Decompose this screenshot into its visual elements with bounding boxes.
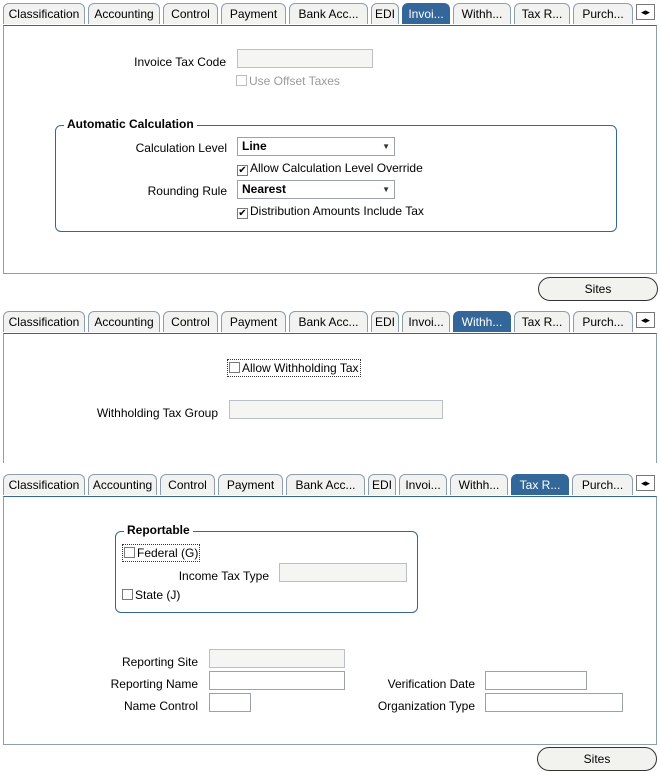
tab-bank-accounts[interactable]: Bank Acc... (289, 3, 368, 24)
income-tax-type-label: Income Tax Type (178, 569, 269, 583)
tab-payment[interactable]: Payment (221, 311, 286, 332)
sites-button[interactable]: Sites (538, 277, 658, 301)
tab-edi[interactable]: EDI (371, 3, 399, 24)
verification-date-label: Verification Date (387, 677, 475, 691)
checkbox-empty-icon (236, 75, 247, 86)
organization-type-field[interactable] (485, 693, 623, 712)
checkbox-empty-icon (229, 362, 240, 373)
tab-accounting[interactable]: Accounting (88, 3, 160, 24)
reportable-title: Reportable (124, 523, 193, 537)
calculation-level-label: Calculation Level (135, 141, 227, 155)
tab-control[interactable]: Control (163, 3, 218, 24)
tab-bar-invoice (3, 3, 658, 25)
tab-invoice[interactable]: Invoi... (402, 311, 450, 332)
tab-payment[interactable]: Payment (221, 3, 286, 24)
tab-tax-reporting[interactable]: Tax R... (514, 3, 570, 24)
chevron-down-icon: ▼ (382, 142, 390, 151)
tab-bar-tax-reporting (3, 474, 658, 496)
name-control-field[interactable] (209, 693, 251, 712)
tab-bank-accounts[interactable]: Bank Acc... (286, 474, 365, 495)
allow-withholding-tax-checkbox[interactable] (229, 361, 359, 375)
withholding-tax-group-field[interactable] (229, 400, 443, 419)
use-offset-taxes-label: Use Offset Taxes (249, 74, 340, 88)
tab-payment[interactable]: Payment (218, 474, 283, 495)
checkbox-empty-icon (124, 547, 135, 558)
reporting-site-field[interactable] (209, 649, 345, 668)
checkbox-empty-icon (122, 589, 133, 600)
tab-scroll-arrows-icon[interactable]: ◂▸ (636, 4, 655, 20)
calculation-level-value: Line (242, 139, 267, 153)
tab-edi[interactable]: EDI (368, 474, 396, 495)
tab-withholding[interactable]: Withh... (450, 474, 508, 495)
reportable-group (115, 523, 418, 613)
checkmark-icon: ✔ (238, 208, 247, 219)
state-label: State (J) (135, 588, 181, 602)
rounding-rule-select[interactable] (237, 180, 395, 199)
tab-control[interactable]: Control (163, 311, 218, 332)
invoice-tax-code-label: Invoice Tax Code (134, 55, 226, 69)
use-offset-taxes-checkbox[interactable] (236, 74, 340, 88)
automatic-calculation-group (55, 117, 617, 232)
tab-withholding[interactable]: Withh... (453, 311, 511, 332)
tab-scroll-arrows-icon[interactable]: ◂▸ (636, 312, 655, 328)
income-tax-type-field[interactable] (279, 563, 407, 582)
invoice-tax-code-field[interactable] (237, 49, 373, 68)
state-checkbox[interactable] (122, 588, 180, 602)
reporting-name-field[interactable] (209, 671, 345, 690)
tab-invoice[interactable]: Invoi... (402, 3, 450, 24)
automatic-calculation-title: Automatic Calculation (64, 117, 197, 131)
tab-scroll-arrows-icon[interactable]: ◂▸ (636, 475, 655, 491)
calculation-level-select[interactable] (237, 137, 395, 156)
sites-button[interactable]: Sites (537, 747, 657, 771)
tab-purchasing[interactable]: Purch... (573, 311, 633, 332)
rounding-rule-label: Rounding Rule (147, 184, 227, 198)
invoice-tax-panel (3, 25, 657, 274)
tab-classification[interactable]: Classification (3, 311, 85, 332)
federal-checkbox[interactable] (124, 546, 198, 560)
withholding-tax-group-label: Withholding Tax Group (96, 406, 218, 420)
tab-edi[interactable]: EDI (371, 311, 399, 332)
tab-tax-reporting[interactable]: Tax R... (511, 474, 569, 495)
tab-purchasing[interactable]: Purch... (572, 474, 633, 495)
reporting-name-label: Reporting Name (110, 677, 198, 691)
tab-classification[interactable]: Classification (3, 474, 85, 495)
rounding-rule-value: Nearest (242, 182, 287, 196)
name-control-label: Name Control (123, 699, 198, 713)
chevron-down-icon: ▼ (382, 185, 390, 194)
tab-classification[interactable]: Classification (3, 3, 85, 24)
tab-withholding[interactable]: Withh... (453, 3, 511, 24)
tab-purchasing[interactable]: Purch... (573, 3, 633, 24)
tab-accounting[interactable]: Accounting (88, 474, 157, 495)
allow-calculation-level-override-checkbox[interactable] (237, 161, 423, 176)
withholding-tax-panel (3, 333, 657, 463)
tab-accounting[interactable]: Accounting (88, 311, 160, 332)
reporting-site-label: Reporting Site (121, 655, 198, 669)
allow-withholding-label: Allow Withholding Tax (242, 361, 359, 375)
tab-bank-accounts[interactable]: Bank Acc... (289, 311, 368, 332)
verification-date-field[interactable] (485, 671, 587, 690)
tab-invoice[interactable]: Invoi... (399, 474, 447, 495)
distribution-label: Distribution Amounts Include Tax (250, 204, 424, 218)
checkmark-icon: ✔ (238, 165, 247, 176)
federal-label: Federal (G) (137, 546, 199, 560)
tab-bar-withholding (3, 311, 658, 333)
distribution-amounts-include-tax-checkbox[interactable] (237, 204, 424, 219)
tab-control[interactable]: Control (160, 474, 215, 495)
tab-tax-reporting[interactable]: Tax R... (514, 311, 570, 332)
allow-override-label: Allow Calculation Level Override (250, 161, 423, 175)
tax-reporting-panel (3, 496, 657, 745)
organization-type-label: Organization Type (377, 699, 475, 713)
